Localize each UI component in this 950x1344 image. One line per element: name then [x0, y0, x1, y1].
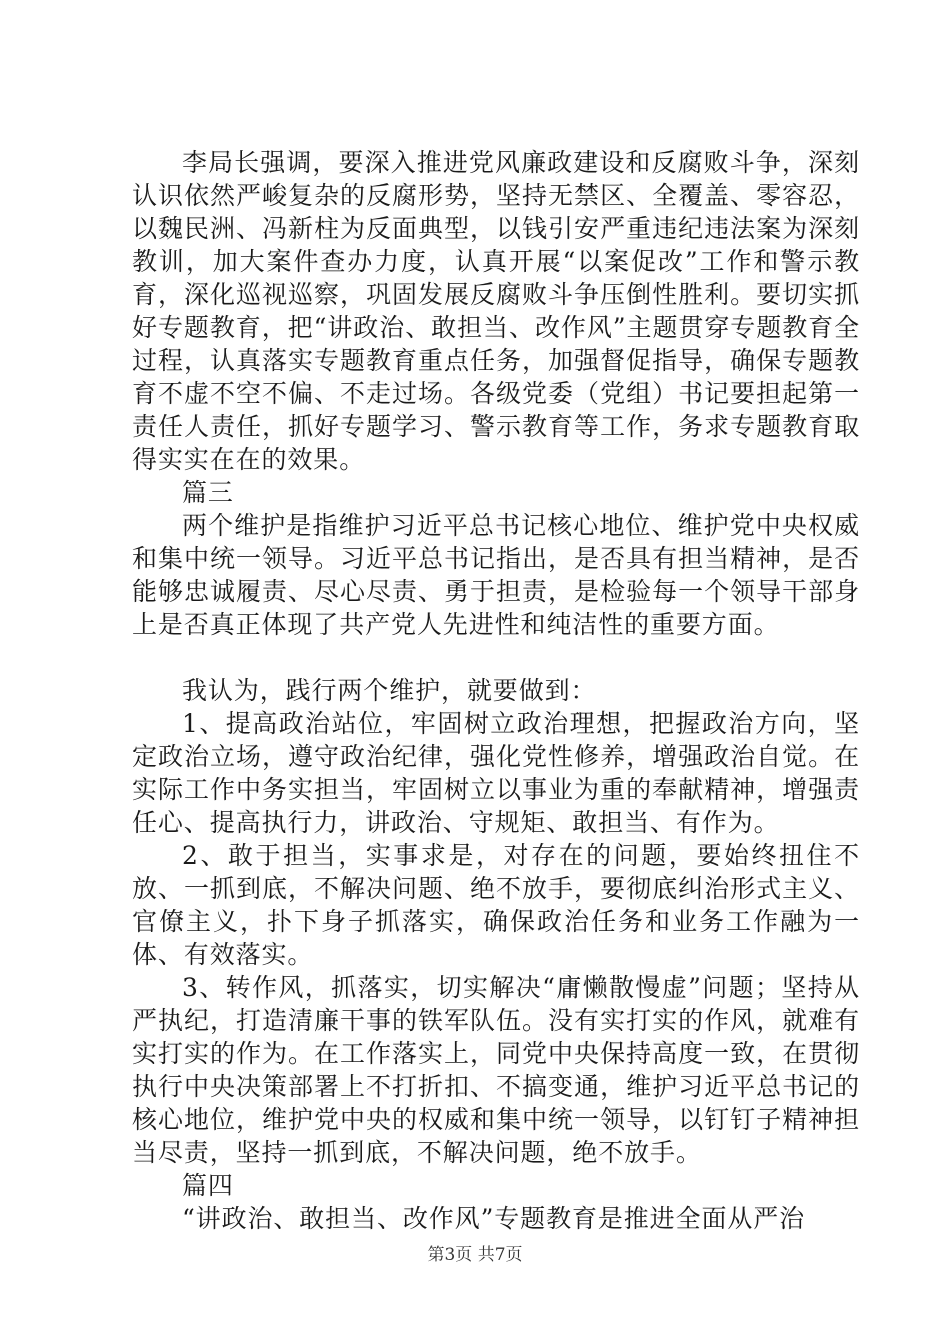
section-heading-part-four: 篇四: [182, 1171, 234, 1200]
paragraph-special-education: “讲政治、敢担当、改作风”专题教育是推进全面从严治: [182, 1204, 806, 1233]
section-heading-part-three: 篇三: [182, 478, 234, 507]
paragraph-point-1: 1、提高政治站位，牢固树立政治理想，把握政治方向，坚定政治立场，遵守政治纪律，强化党性修养，增强政治自觉。在实际工作中务实担当，牢固树立以事业为重的奉献精神，增强责任心、提高执行力，讲政治、守规矩、敢担当、有作为。: [132, 709, 860, 837]
document-body: [132, 146, 860, 1235]
paragraph-two-safeguards: 两个维护是指维护习近平总书记核心地位、维护党中央权威和集中统一领导。习近平总书记指出，是否具有担当精神，是否能够忠诚履责、尽心尽责、勇于担责，是检验每一个领导干部身上是否真正体现了共产党人先进性和纯洁性的重要方面。: [132, 511, 860, 639]
paragraph-anti-corruption: 李局长强调，要深入推进党风廉政建设和反腐败斗争，深刻认识依然严峻复杂的反腐形势，坚持无禁区、全覆盖、零容忍，以魏民洲、冯新柱为反面典型，以钱引安严重违纪违法案为深刻教训，加大案件查办力度，认真开展“以案促改”工作和警示教育，深化巡视巡察，巩固发展反腐败斗争压倒性胜利。要切实抓好专题教育，把“讲政治、敢担当、改作风”主题贯穿专题教育全过程，认真落实专题教育重点任务，加强督促指导，确保专题教育不虚不空不偏、不走过场。各级党委（党组）书记要担起第一责任人责任，抓好专题学习、警示教育等工作，务求专题教育取得实实在在的效果。: [132, 148, 860, 474]
page-number-footer: 第3页 共7页: [427, 1245, 523, 1265]
paragraph-point-2: 2、敢于担当，实事求是，对存在的问题，要始终扭住不放、一抓到底，不解决问题、绝不放手，要彻底纠治形式主义、官僚主义，扑下身子抓落实，确保政治任务和业务工作融为一体、有效落实。: [132, 841, 860, 969]
paragraph-point-3: 3、转作风，抓落实，切实解决“庸懒散慢虚”问题；坚持从严执纪，打造清廉干事的铁军队伍。没有实打实的作风，就难有实打实的作为。在工作落实上，同党中央保持高度一致，在贯彻执行中央决策部署上不打折扣、不搞变通，维护习近平总书记的核心地位，维护党中央的权威和集中统一领导，以钉钉子精神担当尽责，坚持一抓到底，不解决问题，绝不放手。: [132, 973, 860, 1167]
paragraph-intro: 我认为，践行两个维护，就要做到：: [182, 676, 597, 705]
blank-line: [132, 641, 860, 674]
